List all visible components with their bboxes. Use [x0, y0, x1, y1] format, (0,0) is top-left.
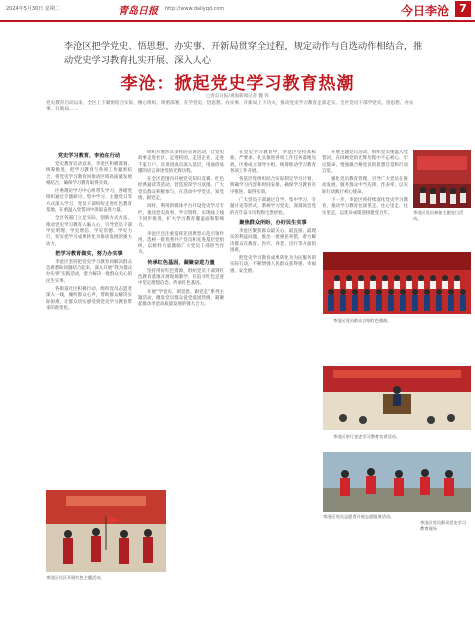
- photo-lecture[interactable]: [323, 366, 471, 430]
- paragraph: 把党史学习教育成果转化为为民服务的实际行动，不断增强人民群众获得感、幸福感、安全感。: [230, 256, 316, 274]
- paragraph: 开展主题党日活动，组织党员重温入党誓词，在回顾党的光辉历程中不忘初心、牢记使命，增强做合格党员的思想自觉和行动自觉。: [322, 150, 408, 174]
- paragraph: 在全区范围内开展党史知识竞赛、红色经典诵读等活动，营造浓厚学习氛围。广大党员群众积极参与，在活动中学党史、知党情、跟党走。: [138, 177, 224, 202]
- paragraph: 开展“学党史、颂党恩、跟党走”系列主题活动，激发党员群众爱党爱国热情，凝聚起推动李沧高质量发展的强大合力。: [138, 289, 224, 308]
- photo-volunteers[interactable]: [323, 452, 471, 512]
- paragraph: 在党史学习教育中，李沧区坚持高标准、严要求，扎实推进各项工作任务落地见效。区委成立领导小组，统筹推动学习教育各项工作开展。: [230, 150, 316, 174]
- side-note: 李沧区党员群众党史学习教育现场: [420, 520, 467, 531]
- paragraph: 强化党员教育管理，引导广大党员在推动发展、服务群众中当先锋、作表率，以实际行动践行初心使命。: [322, 177, 408, 195]
- website-url[interactable]: http://www.dailyqd.com: [165, 6, 225, 12]
- paragraph: 各街道社区积极行动，组织党员志愿者深入一线，倾听群众心声，帮助群众解决实际困难，让群众切实感受到党史学习教育带来的新变化。: [46, 287, 132, 311]
- photo-community-activity[interactable]: [46, 490, 166, 572]
- article-subhead: 李沧区把学党史、悟思想、办实事、开新局贯穿全过程，规定动作与自选动作相结合，推动党史学习教育扎实开展、深入人心: [64, 41, 423, 66]
- column-heading: 聚焦群众所盼，办好民生实事: [239, 219, 307, 226]
- photo-caption: 李沧区社区开展红色主题活动。: [46, 575, 105, 580]
- paragraph: 下一步，李沧区将持续深化党史学习教育，推动学习教育往深里走、往心里走、往实里走，以优异成绩迎接建党百年。: [322, 198, 408, 216]
- issue-date: 2024年5月30日 星期二: [6, 6, 60, 12]
- paragraph: 组织开展形式多样的宣讲活动，让党史故事走进社区、走进校园、走进企业，走进千家万户。宣讲团成员深入基层，用通俗易懂的语言讲述党的光辉历程。: [138, 150, 224, 174]
- paragraph: 各基层党组织结合实际制定学习计划，明确学习内容和时间安排，确保学习教育有序推进、取得实效。: [230, 177, 316, 195]
- photo-caption: 李沧区党员志愿者开展志愿服务活动。: [323, 514, 395, 519]
- page-header: [0, 0, 475, 22]
- photo-party-event[interactable]: [413, 150, 471, 208]
- paragraph: 李沧区聚焦群众最关心、最直接、最现实的利益问题，推出一批惠民举措，着力解决群众在教育、医疗、养老、出行等方面的困难。: [230, 228, 316, 253]
- photo-chorus[interactable]: [323, 252, 471, 314]
- article-column-3: [230, 150, 316, 580]
- photo-caption: 李沧区举行党史学习教育宣讲活动。: [333, 434, 401, 439]
- paragraph: 区委理论学习中心组带头学习，各级党组织通过专题研讨、集中学习、主题党日等方式深入学习，党员干部纷纷走进红色教育基地，在重温入党誓词中汲取奋进力量。: [46, 189, 132, 214]
- column-heading: 把学习教育做实，努力办实事: [55, 250, 123, 257]
- paragraph: 全区各部门立足实际，创新方式方法，推动党史学习教育入脑入心，引导党员干部学史明理、学史增信、学史崇德、学史力行，切实把学习成果转化为推动发展的强大动力。: [46, 216, 132, 247]
- article-byline: □青岛日报/观海新闻记者 魏 伟: [206, 94, 269, 99]
- paragraph: 坚持用好红色资源，组织党员干部到红色教育基地开展现场教学，在追寻红色足迹中坚定理想信念、传承红色基因。: [138, 268, 224, 287]
- newspaper-logo: 青岛日报: [118, 6, 158, 17]
- column-heading: 党史学习教育，李沧在行动: [57, 153, 121, 159]
- paragraph: 党史教育启动以来，李沧区积极谋划、统筹推进，把学习教育与各项工作紧密结合，将党史学习教育同推动区域高质量发展相结合，确保学习教育取得实效。: [46, 162, 132, 186]
- paragraph: 李沧区坚持把党史学习教育同解决群众急难愁盼问题结合起来，深入开展“我为群众办实事”实践活动，着力解决一批群众关心的民生实事。: [46, 259, 132, 284]
- article-column-4: [322, 150, 408, 245]
- paragraph: 广大党员干部通过自学、集中学习、专题讨论等形式，系统学习党史，深刻领会党的百年奋斗历程和宝贵经验。: [230, 198, 316, 216]
- paragraph: 同时，利用新媒体平台开设党史学习专栏，推送党史故事、学习资料，实现线上线下同步推进，扩大学习教育覆盖面和影响力。: [138, 204, 224, 229]
- paragraph: 李沧区还注重发挥先进典型示范引领作用，选树一批优秀共产党员和先进基层党组织，以榜样力量激励广大党员干部担当作为。: [138, 231, 224, 256]
- section-title: 今日李沧: [400, 4, 449, 18]
- photo-caption: 李沧区党员参加主题党日活动。: [413, 210, 464, 221]
- page-number: 7: [455, 1, 471, 17]
- photo-caption: 李沧区党员群众合唱红色歌曲。: [333, 318, 392, 323]
- article-headline: 李沧：掀起党史学习教育热潮: [120, 74, 355, 94]
- article-lead: 党史教育启动以来，全区上下紧密结合实际，精心组织、周密部署，在学党史、悟思想、办实事、开新局上下功夫，推动党史学习教育走深走实。全区党员干部学党史、悟思想、办实事、开新局……: [46, 101, 414, 113]
- column-heading: 传承红色基因，凝聚奋进力量: [147, 259, 215, 266]
